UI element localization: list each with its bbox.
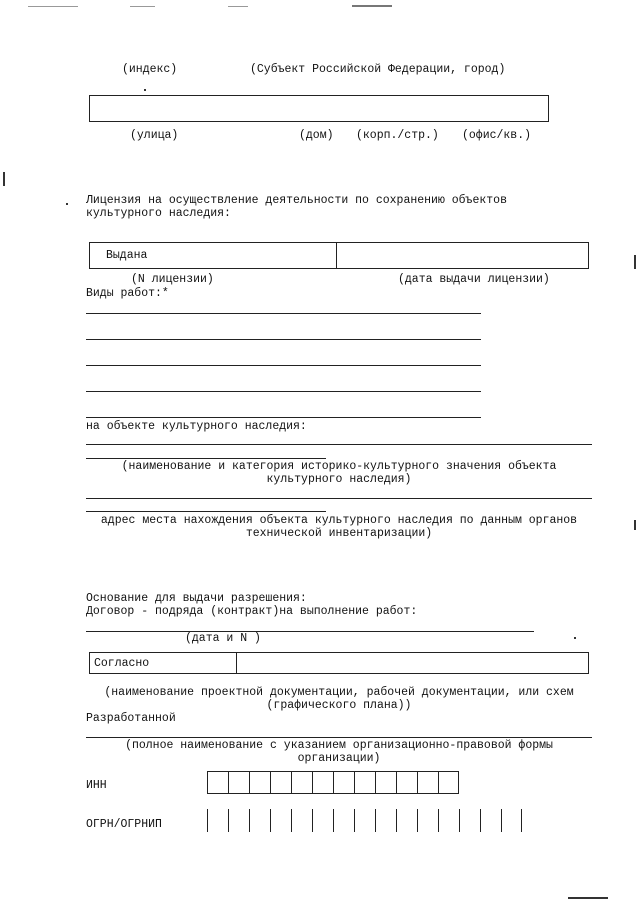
inn-cell[interactable] xyxy=(291,771,312,794)
inn-cell[interactable] xyxy=(312,771,333,794)
agreed-field[interactable] xyxy=(89,652,589,674)
ogrn-cell[interactable] xyxy=(417,809,438,832)
developed-line[interactable] xyxy=(86,737,592,738)
scan-mark xyxy=(28,6,78,7)
object-line-1[interactable] xyxy=(86,444,592,445)
contract-label: Договор - подряда (контракт)на выполнение работ: xyxy=(86,605,418,618)
docs-caption-line2: (графического плана)) xyxy=(266,699,412,712)
ogrn-cell[interactable] xyxy=(354,809,375,832)
org-caption-line2: организации) xyxy=(297,752,381,765)
docs-caption-line1: (наименование проектной документации, рабочей документации, или схем xyxy=(104,686,574,699)
object-address-caption-line2: технической инвентаризации) xyxy=(245,527,433,540)
index-caption: (индекс) xyxy=(122,63,178,76)
inn-cell[interactable] xyxy=(396,771,417,794)
ogrn-label: ОГРН/ОГРНИП xyxy=(86,818,162,831)
ogrn-cell[interactable] xyxy=(312,809,333,832)
license-field-divider xyxy=(336,243,337,268)
inn-cell[interactable] xyxy=(249,771,270,794)
works-line-2[interactable] xyxy=(86,339,481,340)
inn-label: ИНН xyxy=(86,779,107,792)
ogrn-cell[interactable] xyxy=(270,809,291,832)
scan-mark xyxy=(352,5,392,7)
street-caption: (улица) xyxy=(130,129,179,142)
street-address-field[interactable] xyxy=(89,95,549,122)
license-number-caption: (N лицензии) xyxy=(131,273,214,286)
contract-line[interactable] xyxy=(86,631,534,632)
scan-mark xyxy=(228,6,248,7)
ogrn-cell[interactable] xyxy=(333,809,354,832)
scan-mark xyxy=(3,172,5,186)
scan-mark xyxy=(66,203,68,205)
ogrn-cell[interactable] xyxy=(228,809,249,832)
object-address-line-1[interactable] xyxy=(86,498,592,499)
works-label: Виды работ:* xyxy=(86,287,169,300)
scan-mark xyxy=(634,520,636,530)
works-line-3[interactable] xyxy=(86,365,481,366)
works-line-1[interactable] xyxy=(86,313,481,314)
object-address-caption-line1: адрес места нахождения объекта культурного наследия по данным органов xyxy=(100,514,578,527)
scan-mark xyxy=(634,255,636,269)
object-label: на объекте культурного наследия: xyxy=(86,420,307,433)
scan-mark xyxy=(568,897,608,899)
object-caption-line2: культурного наследия) xyxy=(266,473,412,486)
basis-heading: Основание для выдачи разрешения: xyxy=(86,592,307,605)
building-caption: (корп./стр.) xyxy=(356,129,439,142)
license-issued-field[interactable] xyxy=(89,242,589,269)
ogrn-cell[interactable] xyxy=(207,809,228,832)
ogrn-cell[interactable] xyxy=(291,809,312,832)
ogrn-cells[interactable] xyxy=(207,809,522,832)
inn-cells[interactable] xyxy=(207,771,459,794)
inn-cell[interactable] xyxy=(333,771,354,794)
license-heading-line2: культурного наследия: xyxy=(86,207,231,220)
office-caption: (офис/кв.) xyxy=(462,129,532,142)
scan-mark xyxy=(130,6,155,7)
scan-mark xyxy=(144,89,146,91)
object-address-line-2[interactable] xyxy=(86,511,326,512)
issued-label: Выдана xyxy=(106,249,148,262)
ogrn-cell[interactable] xyxy=(459,809,480,832)
license-date-caption: (дата выдачи лицензии) xyxy=(398,273,550,286)
object-caption-line1: (наименование и категория историко-культурного значения объекта xyxy=(121,460,557,473)
developed-label: Разработанной xyxy=(86,712,176,725)
works-line-4[interactable] xyxy=(86,391,481,392)
ogrn-cell[interactable] xyxy=(438,809,459,832)
scan-mark xyxy=(574,637,576,639)
inn-cell[interactable] xyxy=(207,771,228,794)
inn-cell[interactable] xyxy=(417,771,438,794)
contract-caption: (дата и N ) xyxy=(185,632,261,645)
agreed-field-divider xyxy=(236,653,237,673)
org-caption-line1: (полное наименование с указанием организационно-правовой формы xyxy=(125,739,553,752)
agreed-label: Согласно xyxy=(94,657,150,670)
region-caption: (Субъект Российской Федерации, город) xyxy=(250,63,506,76)
ogrn-cell[interactable] xyxy=(501,809,522,832)
inn-cell[interactable] xyxy=(375,771,396,794)
ogrn-cell[interactable] xyxy=(396,809,417,832)
house-caption: (дом) xyxy=(299,129,334,142)
license-heading: Лицензия на осуществление деятельности по сохранению объектов xyxy=(86,194,507,207)
ogrn-cell[interactable] xyxy=(249,809,270,832)
works-line-5[interactable] xyxy=(86,417,481,418)
inn-cell[interactable] xyxy=(270,771,291,794)
inn-cell[interactable] xyxy=(228,771,249,794)
ogrn-cell[interactable] xyxy=(480,809,501,832)
ogrn-cell[interactable] xyxy=(375,809,396,832)
object-line-2[interactable] xyxy=(86,458,326,459)
inn-cell[interactable] xyxy=(354,771,375,794)
inn-cell[interactable] xyxy=(438,771,459,794)
